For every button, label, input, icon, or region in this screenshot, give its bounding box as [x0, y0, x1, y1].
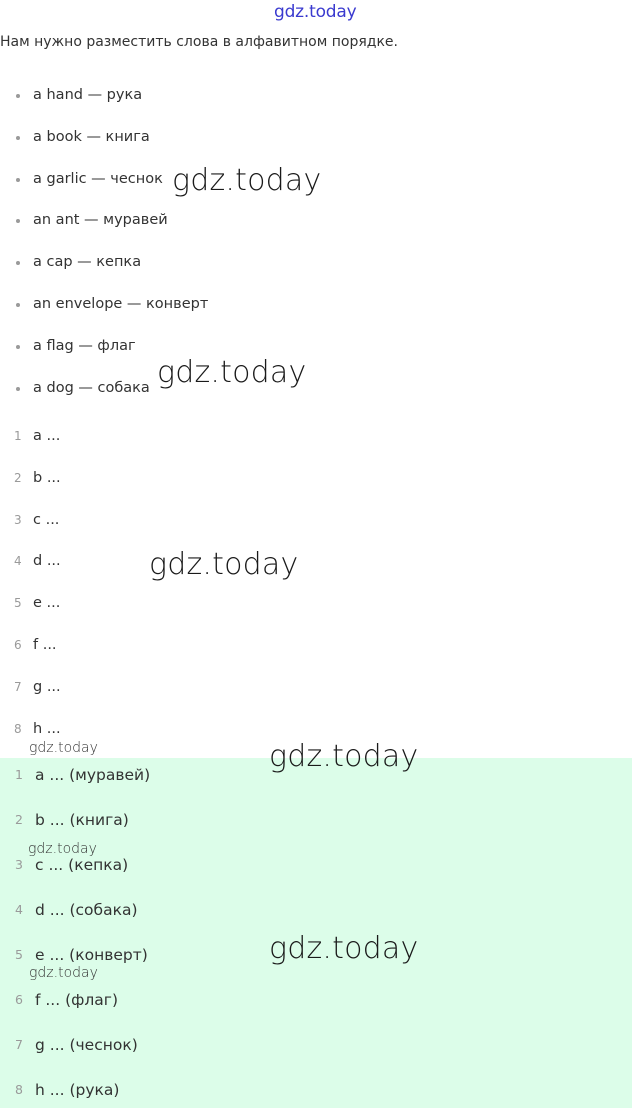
- list-item-text: g ...: [33, 678, 61, 695]
- list-item-text: a hand — рука: [33, 87, 143, 103]
- list-item-text: b ...: [33, 469, 61, 486]
- list-item-text: an envelope — конверт: [33, 295, 209, 312]
- list-item-text: e ...: [33, 595, 61, 612]
- list-item-text: a cap — кепка: [33, 254, 142, 271]
- bullet-icon: [16, 303, 20, 307]
- item-number: 5: [15, 947, 23, 962]
- list-item: [0, 666, 61, 708]
- item-number: 6: [14, 637, 22, 652]
- list-item: [0, 116, 208, 158]
- watermark: gdz.today: [269, 931, 419, 966]
- item-number: 6: [15, 992, 23, 1007]
- answer-list: [0, 753, 150, 1113]
- watermark: gdz.today: [29, 740, 98, 756]
- list-item-text: c ... (кепка): [35, 856, 129, 874]
- list-item-text: h ... (рука): [35, 1081, 120, 1099]
- item-number: 7: [14, 679, 22, 694]
- list-item: [0, 415, 61, 457]
- list-item-text: f ... (флаг): [35, 991, 118, 1009]
- item-number: 8: [14, 721, 22, 736]
- watermark: gdz.today: [157, 355, 307, 390]
- list-item-text: a ...: [33, 428, 61, 444]
- item-number: 7: [15, 1037, 23, 1052]
- list-item-text: h ...: [33, 720, 61, 737]
- watermark: gdz.today: [28, 841, 97, 857]
- item-number: 4: [14, 554, 22, 569]
- list-item: [0, 1068, 150, 1113]
- watermark: gdz.today: [29, 965, 98, 981]
- site-logo[interactable]: gdz.today: [274, 2, 357, 22]
- item-number: 5: [14, 596, 22, 611]
- item-number: 1: [14, 429, 22, 443]
- list-item: [0, 798, 150, 843]
- watermark: gdz.today: [172, 163, 322, 198]
- list-item: [0, 540, 61, 582]
- list-item-text: a book — книга: [33, 128, 150, 145]
- list-item: [0, 283, 208, 325]
- list-item-text: d ...: [33, 553, 61, 570]
- list-item-text: an ant — муравей: [33, 212, 168, 229]
- list-item-text: a ... (муравей): [35, 766, 151, 784]
- list-item: [0, 978, 150, 1023]
- list-item: [0, 199, 208, 241]
- list-item: [0, 241, 208, 283]
- list-item-text: f ...: [33, 636, 57, 653]
- bullet-icon: [16, 178, 20, 182]
- item-number: 2: [15, 812, 23, 827]
- bullet-icon: [16, 94, 20, 98]
- item-number: 4: [15, 902, 23, 917]
- bullet-icon: [16, 387, 20, 391]
- item-number: 8: [15, 1082, 23, 1097]
- list-item-text: c ...: [33, 511, 60, 528]
- list-item-text: a garlic — чеснок: [33, 170, 163, 187]
- list-item: [0, 499, 61, 541]
- bullet-icon: [16, 261, 20, 265]
- watermark: gdz.today: [149, 547, 299, 582]
- list-item: [0, 74, 208, 116]
- item-number: 1: [15, 767, 23, 782]
- list-item: [0, 624, 61, 666]
- item-number: 2: [14, 470, 22, 485]
- list-item: [0, 457, 61, 499]
- list-item: [0, 582, 61, 624]
- list-item-text: g ... (чеснок): [35, 1036, 138, 1054]
- bullet-icon: [16, 136, 20, 140]
- item-number: 3: [15, 857, 23, 872]
- list-item-text: b ... (книга): [35, 811, 129, 829]
- item-number: 3: [14, 512, 22, 527]
- template-list: [0, 415, 61, 749]
- list-item-text: a flag — флаг: [33, 337, 136, 354]
- list-item: [0, 753, 150, 798]
- bullet-icon: [16, 345, 20, 349]
- task-instruction: Нам нужно разместить слова в алфавитном порядке.: [0, 34, 398, 50]
- bullet-icon: [16, 219, 20, 223]
- list-item-text: e ... (конверт): [35, 946, 148, 964]
- list-item-text: a dog — собака: [33, 379, 150, 396]
- list-item: [0, 1023, 150, 1068]
- list-item-text: d ... (собака): [35, 901, 138, 919]
- list-item: [0, 888, 150, 933]
- watermark: gdz.today: [269, 739, 419, 774]
